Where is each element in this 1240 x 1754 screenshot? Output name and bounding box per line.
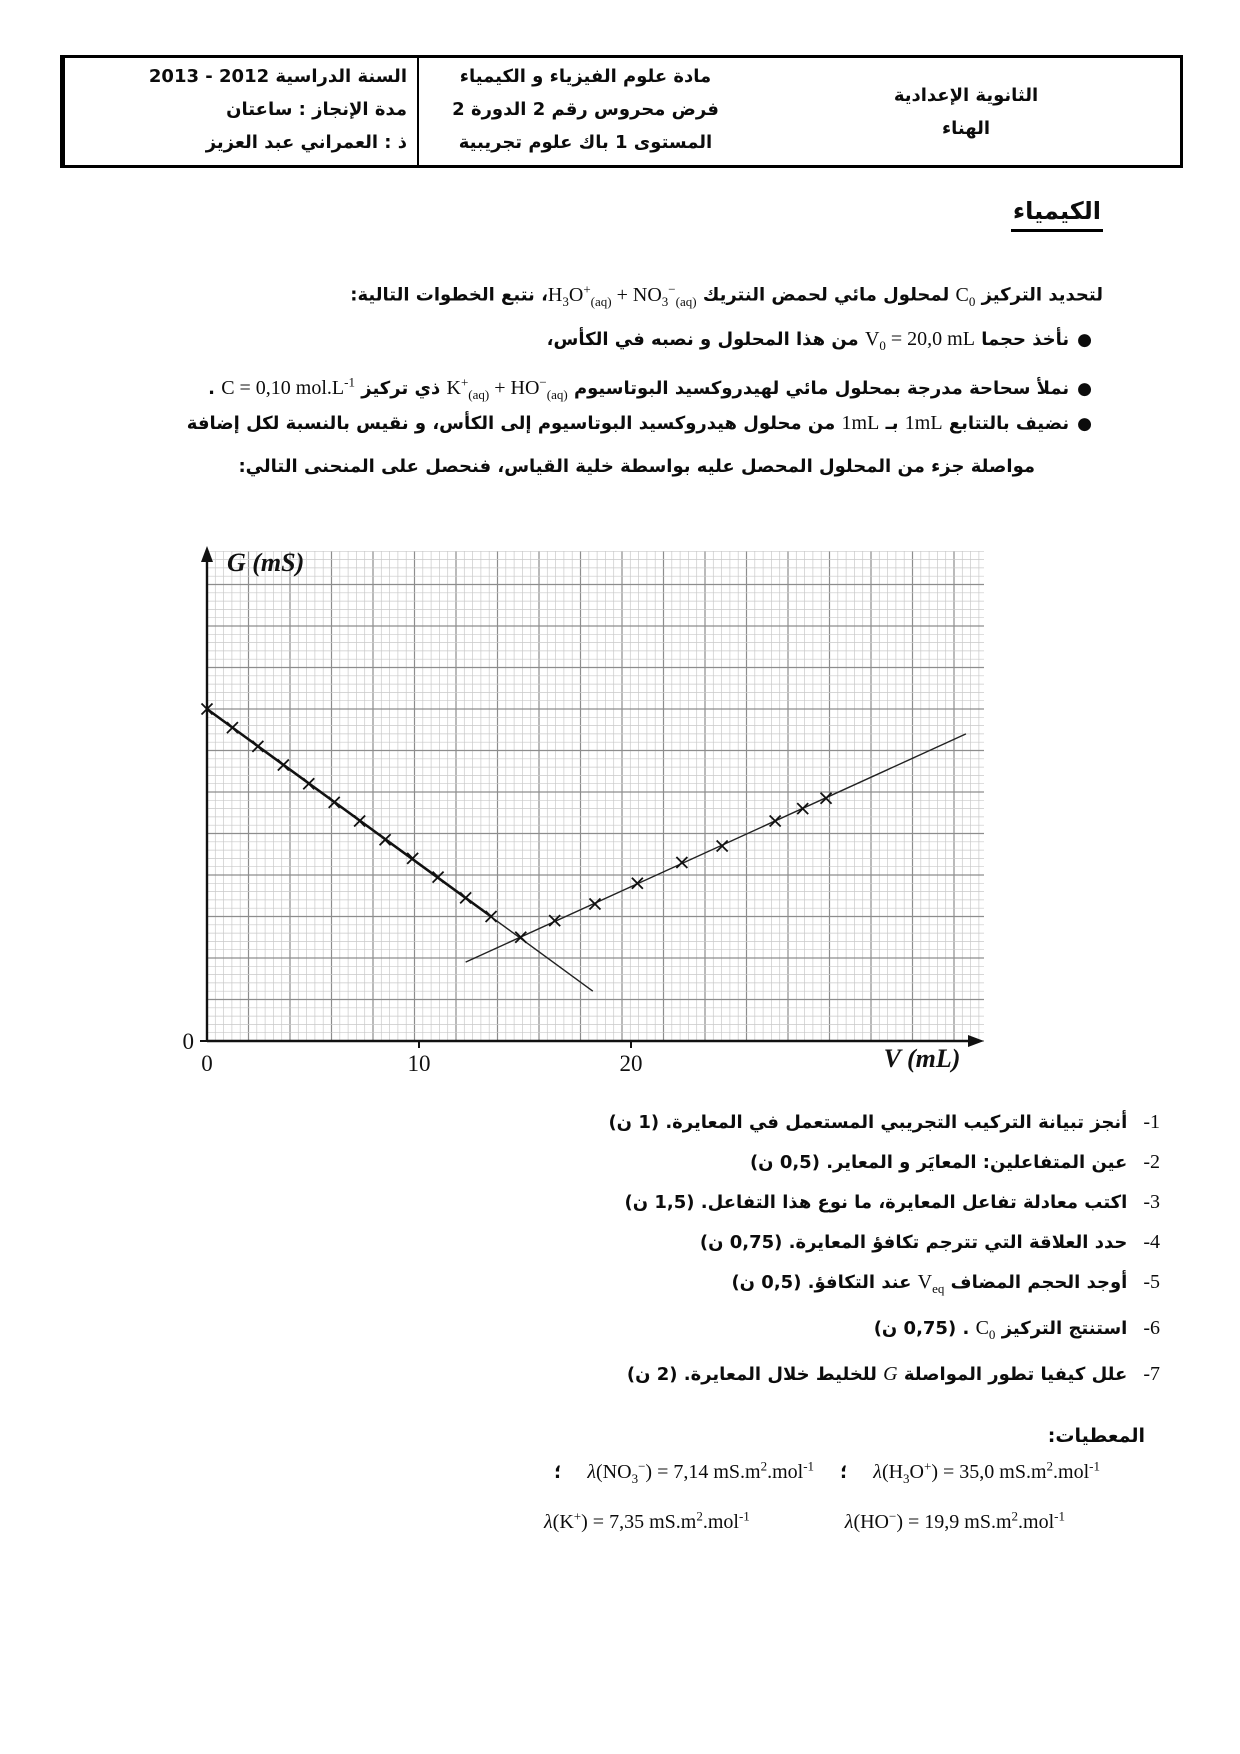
given-formula-h3o: $\lambda(H_3O^+) = 35,0$ $mS.m^2.mol^{-1}$ [873,1458,1100,1486]
question-row-1 [608,1108,1160,1137]
svg-text:0: 0 [182,1029,194,1054]
given-formula-no3: $\lambda(NO_3^-) = 7,14$ $mS.m^2.mol^{-1}$ [587,1458,815,1486]
question-number: 7- [1143,1363,1160,1385]
givens-row-1 [554,1458,1100,1487]
question-number: 3- [1143,1191,1160,1213]
bullet-item-3 [187,409,1092,439]
question-number: 4- [1143,1231,1160,1253]
school-name-line2: الهناء [941,117,991,139]
question-text: عين المتفاعلين: المعايَر و المعاير. (0,5 ن) [749,1152,1128,1173]
duration-line: مدة الإنجاز : ساعتان [226,99,407,120]
info-cell [63,58,417,165]
question-text: علل كيفيا تطور المواصلة G للخليط خلال المعايرة. (2 ن) [626,1363,1128,1385]
question-number: 2- [1143,1151,1160,1173]
given-formula-k: λ(K+) = 7,35 $mS.m^2.mol^{-1}$ [544,1508,750,1533]
subject-line: مادة علوم الفيزياء و الكيمياء [459,66,712,87]
bullet-item-2 [208,367,1092,409]
titration-chart [165,543,995,1078]
subject-cell [417,58,752,165]
question-row-3 [608,1188,1160,1217]
question-row-7 [608,1360,1160,1389]
question-text: حدد العلاقة التي تترجم تكافؤ المعايرة. (0,75 ن) [699,1232,1128,1253]
school-name-line1: الثانوية الإعدادية [893,84,1039,106]
bullet-1-text: نأخذ حجما $V_0 = 20,0$ mL من هذا المحلول و نصبه في الكأس، [546,328,1070,353]
bullet-icon: ● [1077,330,1092,350]
titration-graph-block [165,543,995,1082]
question-text: أوجد الحجم المضاف $V_{eq}$ عند التكافؤ. (0,5 ن) [731,1271,1128,1296]
question-number: 1- [1143,1111,1160,1133]
question-row-6 [608,1314,1160,1349]
given-formula-ho: λ(HO−) = 19,9 $mS.m^2.mol^{-1}$ [844,1508,1065,1533]
svg-text:10: 10 [407,1051,431,1076]
school-year-line: السنة الدراسية 2012 - 2013 [148,66,407,87]
bullet-3-text: نضيف بالتتابع 1mL بـ 1mL من محلول هيدروكسيد البوتاسيوم إلى الكأس، و نقيس بالنسبة لكل إضافة [186,412,1070,434]
question-row-4 [608,1228,1160,1257]
teacher-line: ذ : العمراني عبد العزيز [205,132,407,153]
question-text: أنجز تبيانة التركيب التجريبي المستعمل في المعايرة. (1 ن) [608,1112,1128,1133]
level-line: المستوى 1 باك علوم تجريبية [458,132,713,153]
svg-text:V (mL): V (mL) [883,1044,961,1073]
bullet-icon: ● [1077,378,1092,399]
question-row-5 [608,1268,1160,1303]
section-title-chemistry: الكيمياء [1011,197,1103,232]
exam-number-line: فرض محروس رقم 2 الدورة 2 [452,99,719,120]
bullet-icon: ● [1077,414,1092,434]
svg-text:G (mS): G (mS) [227,548,305,577]
bullet-3-continuation: مواصلة جزء من المحلول المحصل عليه بواسطة خلية القياس، فنحصل على المنحنى التالي: [238,456,1035,477]
question-number: 5- [1143,1271,1160,1293]
givens-heading: المعطيات: [1047,1425,1145,1447]
svg-text:0: 0 [201,1051,213,1076]
bullet-item-1 [547,325,1092,360]
separator: ؛ [840,1461,848,1483]
questions-list [608,1108,1160,1400]
question-text: اكتب معادلة تفاعل المعايرة، ما نوع هذا التفاعل. (1,5 ن) [624,1192,1128,1213]
givens-row-2 [544,1508,1065,1534]
question-number: 6- [1143,1317,1160,1339]
svg-text:20: 20 [619,1051,643,1076]
exam-header-table [60,55,1183,168]
question-row-2 [608,1148,1160,1177]
question-text: استنتج التركيز $C_0$ . (0,75 ن) [873,1317,1128,1342]
separator: ؛ [554,1461,562,1483]
intro-line: لتحديد التركيز $C_0$ لمحلول مائي لحمض النتريك $H_3O^+_{(aq)}$ + $NO_3^-_{(aq)}،$ نتبع الخطوات التالية: [350,281,1103,309]
school-cell [752,58,1180,165]
bullet-2-text: نملأ سحاحة مدرجة بمحلول مائي لهيدروكسيد البوتاسيوم $K^+_{(aq)} + HO^-_{(aq)}$ ذي تركيز C = 0,10 $mol.L^{-1}$ . [208,374,1070,402]
